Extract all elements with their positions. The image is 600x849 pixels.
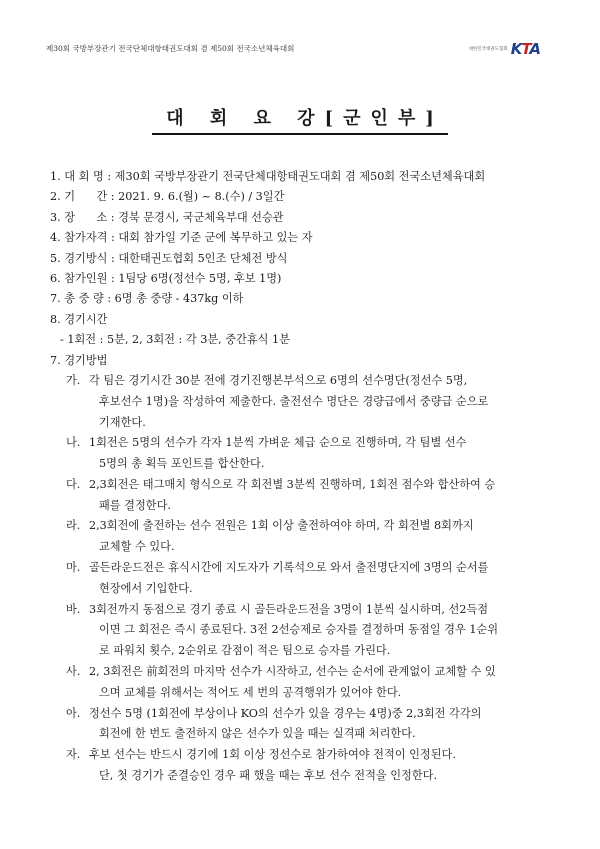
item-text: 참가자격 : 대회 참가일 기준 군에 복무하고 있는 자 bbox=[64, 231, 313, 245]
item-number: 5. bbox=[50, 251, 61, 265]
item-row bbox=[50, 269, 570, 289]
method-label: 사. bbox=[66, 665, 81, 679]
method-line: 후보선수 1명)을 작성하여 제출한다. 출전선수 명단은 경량급에서 중량급 순으로 bbox=[99, 394, 489, 408]
method-line: 기재한다. bbox=[99, 415, 146, 429]
logo-caption: 대한민국태권도협회 bbox=[468, 47, 508, 52]
item-number: 3. bbox=[50, 210, 61, 224]
item-number: 1. bbox=[50, 170, 61, 183]
method-line: 으며 교체를 위해서는 적어도 세 번의 공격행위가 있어야 한다. bbox=[99, 685, 402, 699]
method-line: 각 팀은 경기시간 30분 전에 경기진행본부석으로 6명의 선수명단(정선수 5명, bbox=[89, 373, 468, 387]
method-label: 나. bbox=[66, 436, 81, 450]
logo-mark bbox=[511, 40, 540, 58]
item-number: 4. bbox=[50, 231, 61, 245]
method-label: 다. bbox=[66, 477, 81, 491]
method-heading: 7. 경기방법 bbox=[50, 353, 108, 367]
time-detail: - 1회전 : 5분, 2, 3회전 : 각 3분, 중간휴식 1분 bbox=[60, 333, 290, 347]
method-label: 바. bbox=[66, 602, 81, 616]
method-line: 후보 선수는 반드시 경기에 1회 이상 정선수로 참가하여야 전적이 인정된다. bbox=[89, 748, 456, 762]
method-item bbox=[50, 704, 570, 746]
item-text: 기 간 : 2021. 9. 6.(월) ~ 8.(수) / 3일간 bbox=[64, 190, 285, 204]
method-label: 아. bbox=[66, 706, 81, 720]
logo-letter-k: K bbox=[510, 40, 522, 58]
item-number: 6. bbox=[50, 271, 61, 285]
method-item bbox=[50, 371, 570, 433]
method-line: 현장에서 기입한다. bbox=[99, 581, 193, 595]
item-text: 참가인원 : 1팀당 6명(정선수 5명, 후보 1명) bbox=[64, 271, 282, 285]
method-item bbox=[50, 662, 570, 704]
item-number: 2. bbox=[50, 190, 61, 204]
logo-letter-t: T bbox=[521, 40, 530, 58]
method-line: 교체할 수 있다. bbox=[99, 540, 175, 554]
method-line: 골든라운드전은 휴식시간에 지도자가 기록석으로 와서 출전명단지에 3명의 순서를 bbox=[89, 561, 489, 575]
method-line: 패를 결정한다. bbox=[99, 498, 171, 512]
item-number: 8. bbox=[50, 312, 61, 326]
method-line: 로 파워치 횟수, 2순위로 감점이 적은 팀으로 승자를 가린다. bbox=[99, 644, 391, 658]
item-row bbox=[50, 187, 570, 207]
method-item bbox=[50, 745, 570, 787]
method-item bbox=[50, 475, 570, 517]
method-label: 마. bbox=[66, 561, 81, 575]
document-body bbox=[50, 167, 570, 787]
logo-letter-a: A bbox=[529, 40, 540, 58]
item-text: 경기시간 bbox=[64, 312, 108, 326]
item-row bbox=[50, 289, 570, 309]
method-line: 이면 그 회전은 즉시 종료된다. 3전 2선승제로 승자를 결정하며 동점일 경우 1순위 bbox=[99, 623, 499, 637]
method-item bbox=[50, 516, 570, 558]
item-text: 장 소 : 경북 문경시, 국군체육부대 선승관 bbox=[64, 210, 284, 224]
item-row bbox=[50, 208, 570, 228]
document-title-wrap bbox=[0, 104, 600, 135]
item-text: 경기방식 : 대한태권도협회 5인조 단체전 방식 bbox=[64, 251, 288, 265]
item-row bbox=[50, 167, 570, 187]
method-line: 정선수 5명 (1회전에 부상이나 KO의 선수가 있을 경우는 4명)중 2,3회전 각각의 bbox=[89, 706, 482, 720]
method-line: 5명의 총 획득 포인트를 합산한다. bbox=[99, 457, 265, 471]
item-row bbox=[50, 310, 570, 330]
method-label: 라. bbox=[66, 519, 81, 533]
method-line: 2,3회전은 태그매치 형식으로 각 회전별 3분씩 진행하며, 1회전 점수와 합산하여 승 bbox=[89, 477, 496, 491]
method-label: 가. bbox=[66, 373, 81, 387]
item-text: 대 회 명 : 제30회 국방부장관기 전국단체대항태권도대회 겸 제50회 전국소년체육대회 bbox=[64, 170, 486, 183]
page-header bbox=[40, 40, 540, 58]
method-line: 2, 3회전은 前회전의 마지막 선수가 시작하고, 선수는 순서에 관계없이 교체할 수 있 bbox=[89, 665, 496, 679]
method-item bbox=[50, 600, 570, 662]
method-item bbox=[50, 558, 570, 600]
item-text: 총 중 량 : 6명 총 중량 - 437kg 이하 bbox=[64, 292, 244, 306]
header-text: 제30회 국방부장관기 전국단체대항태권도대회 겸 제50회 전국소년체육대회 bbox=[46, 44, 295, 53]
method-line: 1회전은 5명의 선수가 각자 1분씩 가벼운 체급 순으로 진행하며, 각 팀별 선수 bbox=[89, 436, 467, 450]
method-item bbox=[50, 433, 570, 475]
item-row bbox=[50, 249, 570, 269]
kta-logo bbox=[469, 40, 540, 58]
item-number: 7. bbox=[50, 292, 61, 306]
document-title: 대 회 요 강[군인부] bbox=[152, 104, 448, 135]
method-line: 단, 첫 경기가 준결승인 경우 패 했을 때는 후보 선수 전적을 인정한다. bbox=[99, 769, 438, 783]
method-line: 2,3회전에 출전하는 선수 전원은 1회 이상 출전하여야 하며, 각 회전별 8회까지 bbox=[89, 519, 474, 533]
method-label: 자. bbox=[66, 748, 81, 762]
method-line: 3회전까지 동점으로 경기 종료 시 골든라운드전을 3명이 1분씩 실시하며, 선2득점 bbox=[89, 602, 489, 616]
method-line: 회전에 한 번도 출전하지 않은 선수가 있을 때는 실격패 처리한다. bbox=[99, 727, 416, 741]
item-row bbox=[50, 228, 570, 248]
